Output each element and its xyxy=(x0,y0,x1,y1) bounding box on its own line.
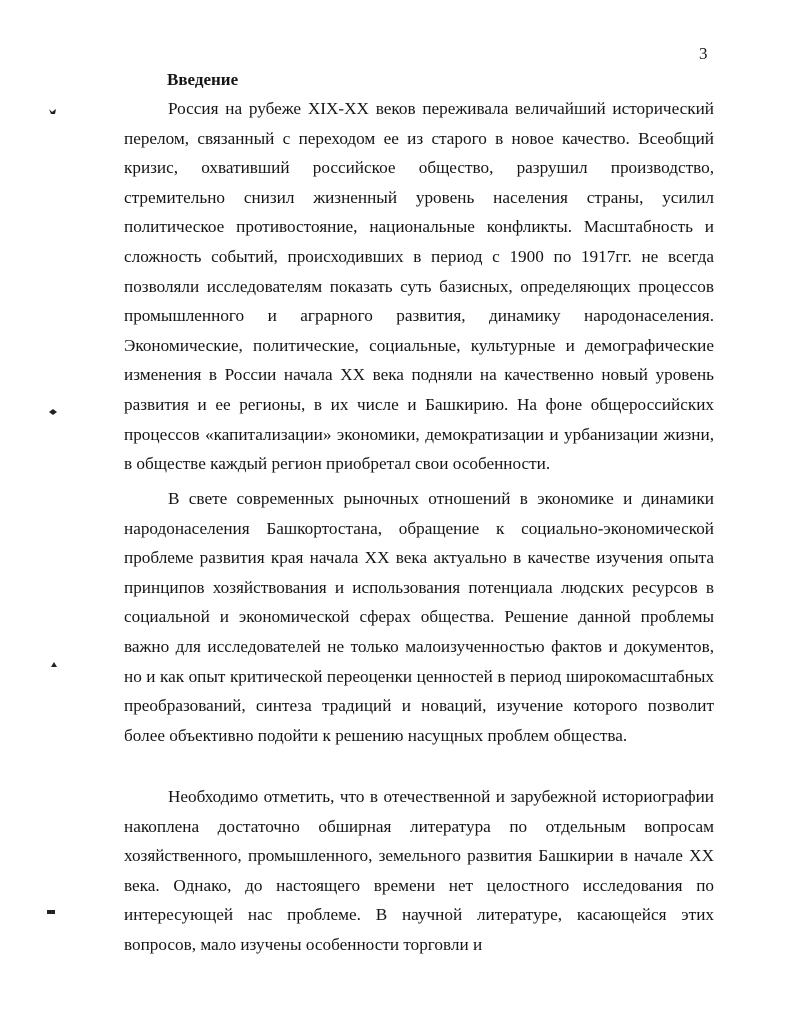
paragraph-3: Необходимо отметить, что в отечественной и зарубежной историографии накоплена достаточно обширная литература по отдельным вопросам хозяйственного, промышленного, земельного развития Башкирии в начале XX века. Однако, до настоящего времени нет целостного исследования по интересующей нас проблеме. В научной литературе, касающейся этих вопросов, мало изучены особенности торговли и xyxy=(124,787,714,954)
scan-mark-icon xyxy=(49,661,59,669)
paragraph-2: В свете современных рыночных отношений в экономике и динамики народонаселения Башкортостана, обращение к социально-экономической проблеме развития края начала XX века актуально в качестве изучения опыта принципов хозяйствования и использования потенциала людских ресурсов в социальной и экономической сферах общества. Решение данной проблемы важно для исследователей не только малоизученностью фактов и документов, но и как опыт критической переоценки ценностей в период широкомасштабных преобразований, синтеза традиций и новаций, изучение которого позволит более объективно подойти к решению насущных проблем общества. xyxy=(124,489,714,745)
paragraph-1: Россия на рубеже XIX-XX веков переживала величайший исторический перелом, связанный с переходом ее из старого в новое качество. Всеобщий кризис, охвативший российское общество, разрушил производство, стремительно снизил жизненный уровень населения страны, усилил политическое противостояние, национальные конфликты. Масштабность и сложность событий, происходивших в период с 1900 по 1917гг. не всегда позволяли исследователям показать суть базисных, определяющих процессов промышленного и аграрного развития, динамику народонаселения. Экономические, политические, социальные, культурные и демографические изменения в России начала XX века подняли на качественно новый уровень развития и ее регионы, в их числе и Башкирию. На фоне общероссийских процессов «капитализации» экономики, демократизации и урбанизации жизни, в обществе каждый регион приобретал свои особенности. xyxy=(124,99,714,474)
section-heading: Введение xyxy=(167,70,239,89)
scan-mark-icon xyxy=(48,108,58,116)
scan-mark-icon xyxy=(46,908,56,916)
page-number: 3 xyxy=(699,44,708,63)
scan-mark-icon xyxy=(48,408,58,416)
